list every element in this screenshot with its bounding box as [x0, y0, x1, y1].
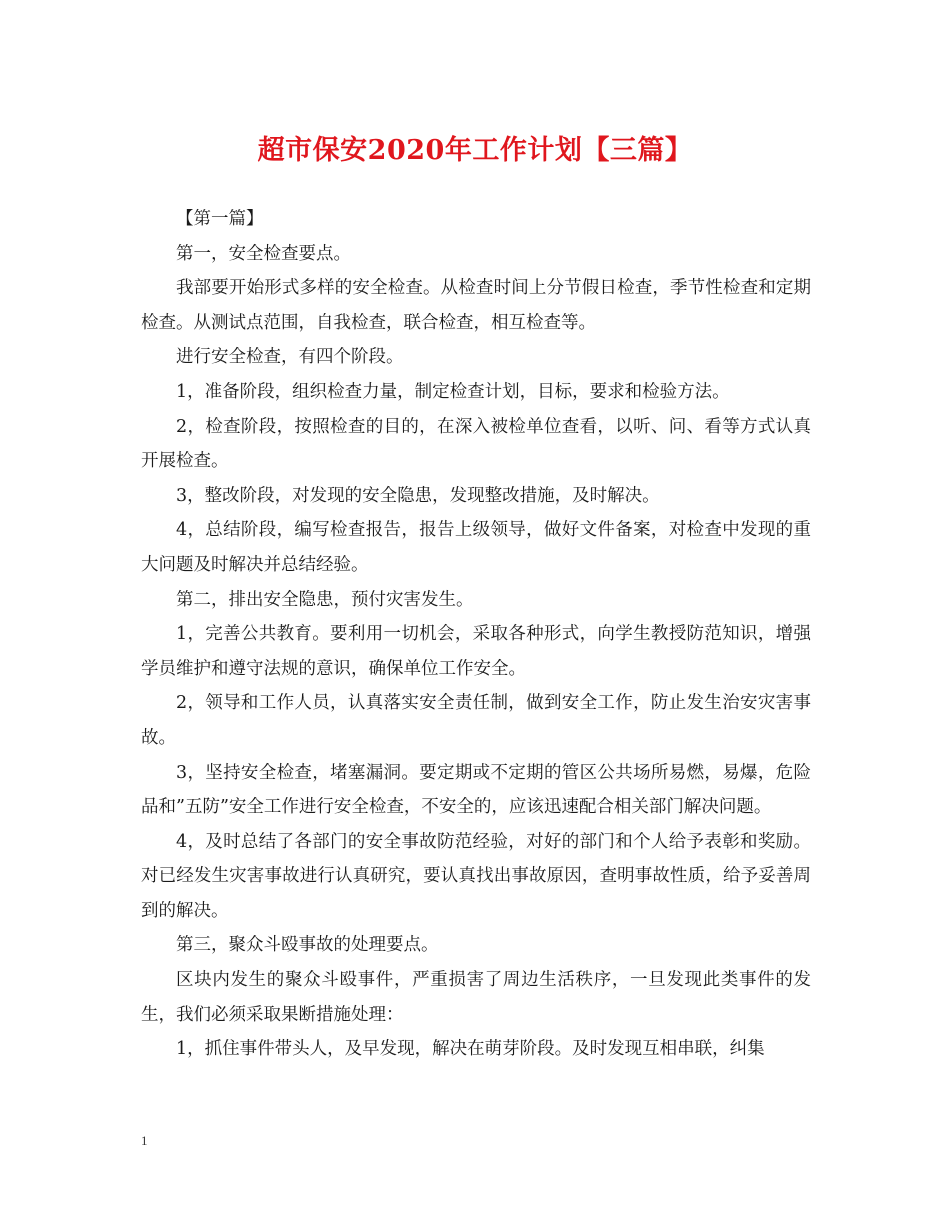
- paragraph: 区块内发生的聚众斗殴事件，严重损害了周边生活秩序，一旦发现此类事件的发生，我们必须采取果断措施处理：: [141, 970, 811, 1025]
- paragraph: 4，总结阶段，编写检查报告，报告上级领导，做好文件备案，对检查中发现的重大问题及时解决并总结经验。: [141, 520, 811, 575]
- paragraph: 2，领导和工作人员，认真落实安全责任制，做到安全工作，防止发生治安灾害事故。: [141, 693, 811, 748]
- paragraph: 我部要开始形式多样的安全检查。从检查时间上分节假日检查，季节性检查和定期检查。从测试点范围，自我检查，联合检查，相互检查等。: [141, 278, 811, 333]
- paragraph: 第一，安全检查要点。: [176, 243, 351, 264]
- paragraph: 进行安全检查，有四个阶段。: [176, 347, 404, 368]
- paragraph: 第三，聚众斗殴事故的处理要点。: [176, 935, 439, 956]
- paragraph: 第二，排出安全隐患，预付灾害发生。: [176, 589, 474, 610]
- page-number: 1: [141, 1133, 148, 1148]
- paragraph: 1，抓住事件带头人，及早发现，解决在萌芽阶段。及时发现互相串联，纠集: [176, 1039, 765, 1060]
- paragraph: 1，完善公共教育。要利用一切机会，采取各种形式，向学生教授防范知识，增强学员维护和遵守法规的意识，确保单位工作安全。: [141, 624, 811, 679]
- paragraph: 1，准备阶段，组织检查力量，制定检查计划，目标，要求和检验方法。: [176, 381, 730, 402]
- paragraph: 2，检查阶段，按照检查的目的，在深入被检单位查看，以听、问、看等方式认真开展检查。: [141, 416, 811, 472]
- document-title: 超市保安2020年工作计划【三篇】: [257, 135, 693, 166]
- paragraph: 3，坚持安全检查，堵塞漏洞。要定期或不定期的管区公共场所易燃，易爆，危险品和”五防”安全工作进行安全检查，不安全的，应该迅速配合相关部门解决问题。: [141, 762, 811, 818]
- paragraph: 3，整改阶段，对发现的安全隐患，发现整改措施，及时解决。: [176, 485, 660, 506]
- section-heading: 【第一篇】: [176, 209, 264, 229]
- paragraph: 4，及时总结了各部门的安全事故防范经验，对好的部门和个人给予表彰和奖励。对已经发生灾害事故进行认真研究，要认真找出事故原因，查明事故性质，给予妥善周到的解决。: [141, 831, 811, 921]
- document-body: [141, 202, 811, 1067]
